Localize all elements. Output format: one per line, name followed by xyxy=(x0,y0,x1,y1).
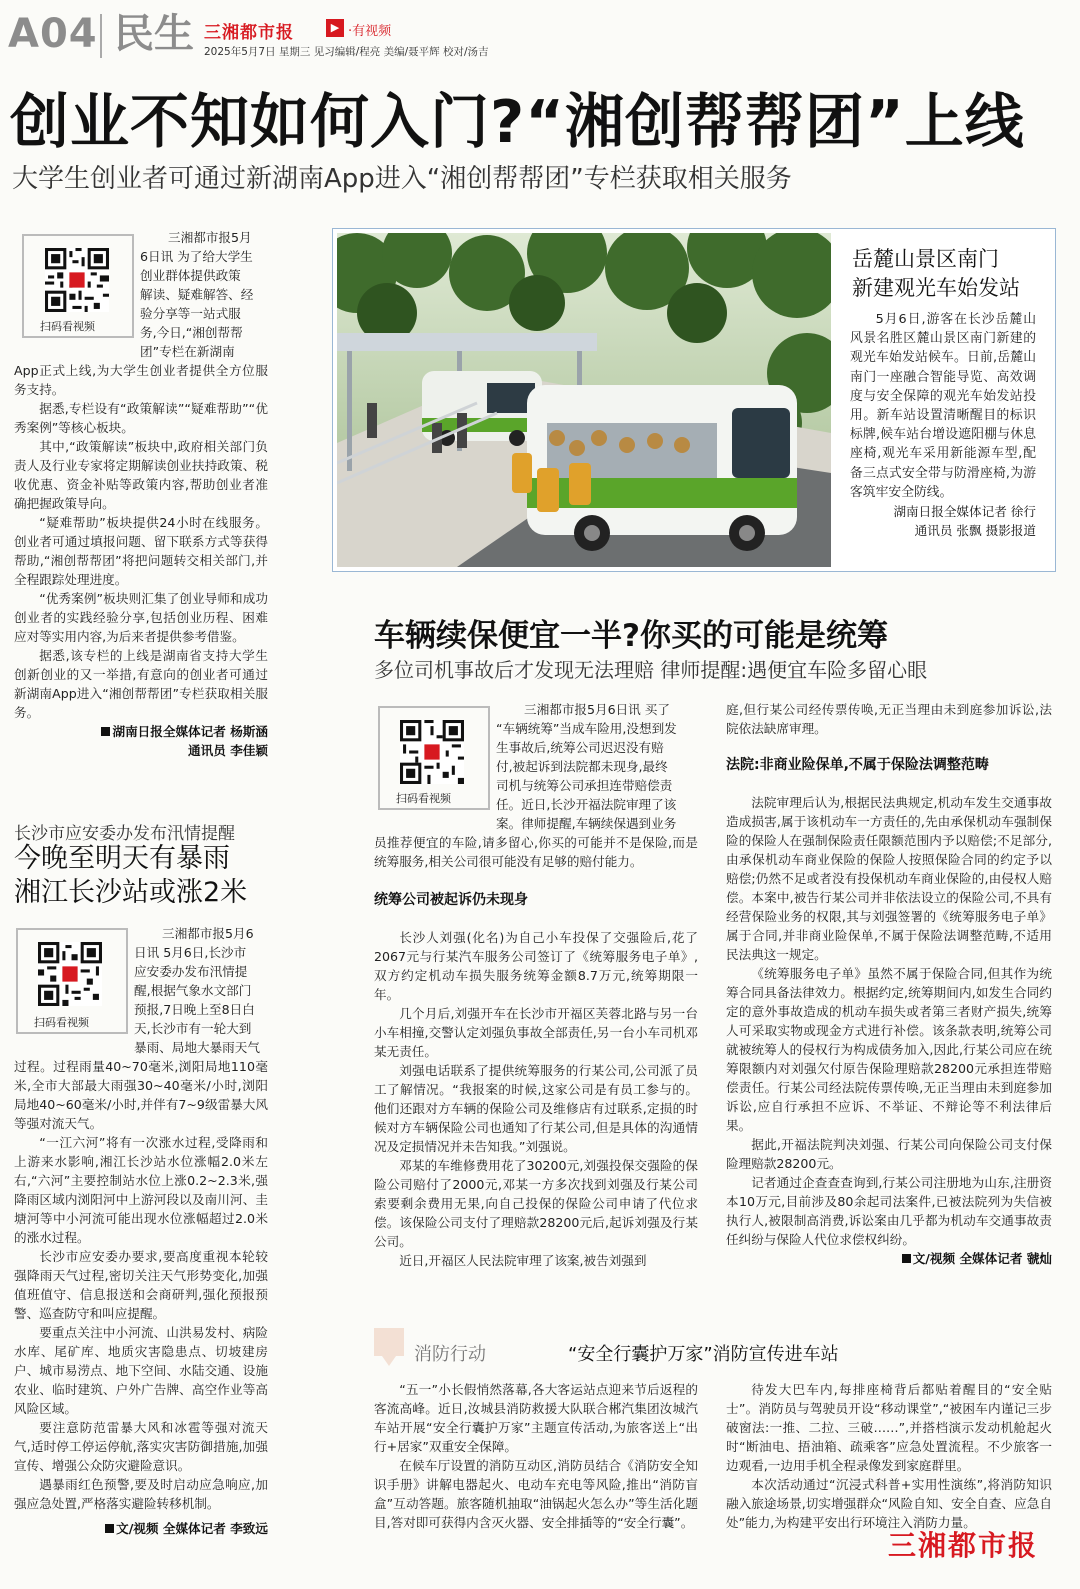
flood-byline: 文/视频 全媒体记者 李致远 xyxy=(14,1519,268,1538)
insurance-qr-box[interactable] xyxy=(378,706,490,810)
insurance-byline: 文/视频 全媒体记者 虢灿 xyxy=(726,1249,1052,1268)
fire-tag-icon xyxy=(374,1328,404,1368)
qr-label: 扫码看视频 xyxy=(34,1016,89,1029)
footer-logo: 三湘都市报 xyxy=(888,1529,1039,1562)
insurance-title: 车辆续保便宜一半?你买的可能是统筹 xyxy=(374,618,888,654)
flood-qr-box[interactable] xyxy=(16,928,128,1034)
flood-intro-inset: 三湘都市报5月6 日讯 5月6日,长沙市 应安委办发布汛情提 醒,根据气象水文部门 预报,7日晚上至8日白 天,长沙市有一轮大到 暴雨、局地大暴雨天气 xyxy=(134,926,260,1055)
lead-byline: 湖南日报全媒体记者 杨斯涵 xyxy=(14,722,268,741)
fire-section-tag: 消防行动 xyxy=(414,1344,486,1365)
photo-credit-2: 通讯员 张飘 摄影报道 xyxy=(914,523,1036,539)
photo-caption: 5月6日,游客在长沙岳麓山风景名胜区麓山景区南门新建的观光车始发站候车。日前,岳麓山南门一座融合智能导览、高效调度与安全保障的观光车始发站投用。新车站设置清晰醒目的标识标牌,候车站台增设遮阳棚与休息座椅,观光车采用新能源车型,配备三点式安全带与防滑座椅,为游客筑牢安全防线。 湖南日报全媒体记者 徐行 通讯员 张飘 摄影报道 xyxy=(850,312,1036,539)
issue-meta: 2025年5月7日 星期三 见习编辑/程亮 美编/聂平辉 校对/汤吉 xyxy=(204,46,489,58)
insurance-col1: 员推荐便宜的车险,请多留心,你买的可能并不是保险,而是统筹服务,相关公司很可能没有足够的赔付能力。 统筹公司被起诉仍未现身 长沙人刘强(化名)为自己小车投保了交强险后,花了2067元与行某汽车服务公司签订了《统筹服务电子单》,双方约定机动车损失服务统筹金额8.7万元,统筹期限一年。 几个月后,刘强开车在长沙市开福区芙蓉北路与另一台小车相撞,交警认定刘强负事故全部责任,另一台小车司机邓某无责任。 刘强电话联系了提供统筹服务的行某公司,公司派了员工了解情况。“我报案的时候,这家公司是有员工参与的。他们还跟对方车辆的保险公司及维修店有过联系,定损的时候对方车辆保险公司也通知了行某公司,但是具体的沟通情况及定损情况并未告知我。”刘强说。 邓某的车维修费用花了30200元,刘强投保交强险的保险公司赔付了2000元,邓某一方多次找到刘强及行某公司索要剩余费用无果,向自己投保的保险公司申请了代位求偿。该保险公司支付了理赔款28200元后,起诉刘强及行某公司。 近日,开福区人民法院审理了该案,被告刘强到 xyxy=(374,835,698,1268)
qr-label: 扫码看视频 xyxy=(396,792,451,805)
insurance-subtitle: 多位司机事故后才发现无法理赔 律师提醒:遇便宜车险多留心眼 xyxy=(374,658,928,682)
photo-title: 岳麓山景区南门 新建观光车始发站 xyxy=(852,247,1020,300)
flood-kicker: 长沙市应安委办发布汛情提醒 xyxy=(14,824,235,844)
insurance-section-1: 统筹公司被起诉仍未现身 xyxy=(374,892,528,908)
fire-col2: 待发大巴车内,每排座椅背后都贴着醒目的“安全贴士”。消防员与驾驶员开设“移动课堂”,“被困车内谨记三步破窗法:一推、二拉、三破……”,并搭档演示发动机舱起火时“断油电、捂油箱、疏乘客”应急处置流程。不少旅客一边观看,一边用手机全程录像发到家庭群里。 本次活动通过“沉浸式科普+实用性演练”,将消防知识融入旅途场景,切实增强群众“风险自知、安全自查、应急自处”能力,为构建平安出行环境注入消防力量。 xyxy=(726,1382,1052,1530)
flood-article-body: 过程。过程雨量40~70毫米,浏阳局地110毫米,全市大部最大雨强30~40毫米/小时,浏阳局地40~60毫米/小时,并伴有7~9级雷暴大风等强对流天气。 “一江六河”将有一次涨水过程,受降雨和上游来水影响,湘江长沙站水位涨幅2.0米左右,“六河”主要控制站水位上涨0.2~2.3米,强降雨区域内浏阳河中上游河段以及南川河、圭塘河等中小河流可能出现水位涨幅超过2.0米的涨水过程。 长沙市应安委办要求,要高度重视本轮较强降雨天气过程,密切关注天气形势变化,加强值班值守、信息报送和会商研判,强化预报预警、巡查防守和叫应提醒。 要重点关注中小河流、山洪易发村、病险水库、尾矿库、地质灾害隐患点、切坡建房户、城市易涝点、地下空间、水陆交通、设施农业、临时建筑、户外广告牌、高空作业等高风险区域。 要注意防范雷暴大风和冰雹等强对流天气,适时停工停运停航,落实灾害防御措施,加强宣传、增强公众防灾避险意识。 遇暴雨红色预警,要及时启动应急响应,加强应急处置,严格落实避险转移机制。 文/视频 全媒体记者 李致远 xyxy=(14,1059,268,1536)
fire-title: “安全行囊护万家”消防宣传进车站 xyxy=(568,1344,839,1365)
page-number: A04 xyxy=(8,11,98,57)
video-logo-icon: ▶ xyxy=(326,19,344,37)
newspaper-brand: 三湘都市报 xyxy=(204,23,294,43)
lead-headline: 创业不知如何入门?“湘创帮帮团”上线 xyxy=(10,87,1025,156)
lead-qr-box[interactable] xyxy=(22,234,134,338)
video-brand: ·有视频 xyxy=(348,24,392,39)
lead-intro-inset: 三湘都市报5月 6日讯 为了给大学生 创业群体提供政策 解读、疑难解答、经 验分享等一站式服 务,今日,“湘创帮帮 团”专栏在新湖南 xyxy=(140,230,254,359)
insurance-intro-inset: 三湘都市报5月6日讯 买了 “车辆统筹”当成车险用,没想到发 生事故后,统筹公司迟迟没有赔 付,被起诉到法院都未现身,最终 司机与统筹公司承担连带赔偿责 任。近日,长沙开福法院审理了该 案。律师提醒,车辆续保遇到业务 xyxy=(496,702,677,831)
flood-title: 今晚至明天有暴雨 湘江长沙站或涨2米 xyxy=(14,843,248,908)
qr-code-icon xyxy=(38,942,102,1006)
section-name: 民生 xyxy=(114,11,194,57)
qr-label: 扫码看视频 xyxy=(40,320,95,333)
photo-credit: 湖南日报全媒体记者 徐行 xyxy=(893,504,1036,520)
lead-subhead: 大学生创业者可通过新湖南App进入“湘创帮帮团”专栏获取相关服务 xyxy=(12,164,792,194)
insurance-section-2: 法院:非商业险保单,不属于保险法调整范畴 xyxy=(726,757,989,773)
lead-article-body: App正式上线,为大学生创业者提供全方位服务支持。 据悉,专栏设有“政策解读”“疑难帮助”“优秀案例”等核心板块。 其中,“政策解读”板块中,政府相关部门负责人及行业专家将定期解读创业扶持政策、税收优惠、资金补贴等政策内容,帮助创业者准确把握政策导向。 “疑难帮助”板块提供24小时在线服务。创业者可通过填报问题、留下联系方式等获得帮助,“湘创帮帮团”将把问题转交相关部门,并全程跟踪处理进度。 “优秀案例”板块则汇集了创业导师和成功创业者的实践经验分享,包括创业历程、困难应对等实用内容,为后来者提供参考借鉴。 据悉,该专栏的上线是湖南省支持大学生创新创业的又一举措,有意向的创业者可通过新湖南App进入“湘创帮帮团”专栏获取相关服务。 湖南日报全媒体记者 杨斯涵 通讯员 李佳颖 xyxy=(14,363,268,758)
qr-code-icon xyxy=(45,248,109,312)
masthead-divider xyxy=(100,14,102,58)
fire-col1: “五一”小长假悄然落幕,各大客运站点迎来节后返程的客流高峰。近日,汝城县消防救援大队联合郴汽集团汝城汽车站开展“安全行囊护万家”主题宣传活动,为旅客送上“出行+居家”双重安全保障。 在候车厅设置的消防互动区,消防员结合《消防安全知识手册》讲解电器起火、电动车充电等风险,推出“消防盲盒”互动答题。旅客随机抽取“油锅起火怎么办”等生活化题目,答对即可获得内含灭火器、安全排插等的“安全行囊”。 xyxy=(374,1382,698,1530)
qr-code-icon xyxy=(400,720,464,784)
bus-station-photo xyxy=(337,233,831,567)
insurance-col2: 庭,但行某公司经传票传唤,无正当理由未到庭参加诉讼,法院依法缺席审理。 法院:非商业险保单,不属于保险法调整范畴 法院审理后认为,根据民法典规定,机动车发生交通事故造成损害,属于该机动车一方责任的,先由承保机动车强制保险的保险人在强制保险责任限额范围内予以赔偿;不足部分,由承保机动车商业保险的保险人按照保险合同的约定予以赔偿;仍然不足或者没有投保机动车商业保险的,由侵权人赔偿。本案中,被告行某公司并非依法设立的保险公司,不具有经营保险业务的权限,其与刘强签署的《统筹服务电子单》属于合同,并非商业险保单,不属于保险法调整范畴,不适用民法典这一规定。 《统筹服务电子单》虽然不属于保险合同,但其作为统筹合同具备法律效力。根据约定,统筹期间内,如发生合同约定的意外事故造成的机动车损失或者第三者财产损失,统筹人可采取实物或现金方式进行补偿。该条款表明,统筹公司就被统筹人的侵权行为构成债务加入,因此,行某公司应在统筹限额内对刘强欠付原告保险理赔款28200元承担连带赔偿责任。行某公司经法院传票传唤,无正当理由未到庭参加诉讼,应自行承担不应诉、不举证、不辩论等不利法律后果。 据此,开福法院判决刘强、行某公司向保险公司支付保险理赔款28200元。 记者通过企查查查询到,行某公司注册地为山东,注册资本10万元,目前涉及80余起司法案件,已被法院列为失信被执行人,被限制高消费,诉讼案由几乎都为机动车交通事故责任纠纷与保险人代位求偿权纠纷。 文/视频 全媒体记者 虢灿 xyxy=(726,702,1052,1266)
lead-byline-2: 通讯员 李佳颖 xyxy=(188,743,268,758)
